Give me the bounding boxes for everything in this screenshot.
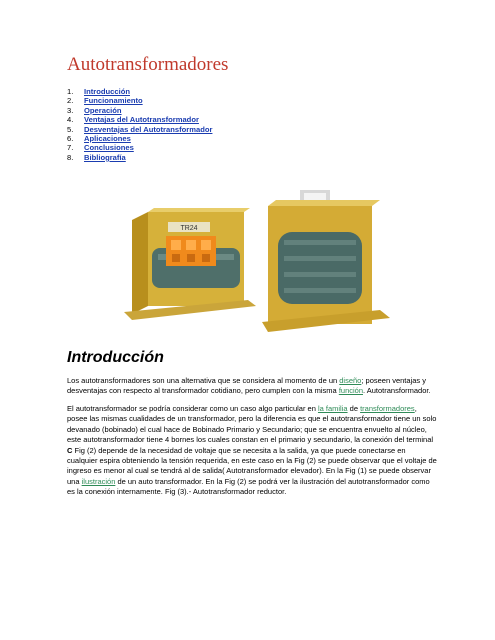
toc-link-desventajas[interactable]: Desventajas del Autotransformador — [84, 124, 213, 134]
toc-item: 5. Desventajas del Autotransformador — [67, 124, 213, 134]
toc-link-conclusiones[interactable]: Conclusiones — [84, 143, 134, 153]
toc-item: 7. Conclusiones — [67, 143, 134, 153]
link-la-familia[interactable]: la familia — [317, 404, 348, 413]
toc-link-funcionamiento[interactable]: Funcionamiento — [84, 96, 143, 106]
toc-link-introduccion[interactable]: Introducción — [84, 87, 130, 96]
toc-item: 1. Introducción — [67, 87, 130, 96]
transformer-label: TR24 — [180, 225, 198, 232]
toc-item: 4. Ventajas del Autotransformador — [67, 115, 199, 125]
section-heading-introduccion: Introducción — [67, 349, 164, 366]
intro-paragraph-1: Los autotransformadores son una alternativa que se considera al momento de un diseño; poseen ventajas y desventajas con respecto al transformador cotidiano, pero cumplen con la misma función. Autotransformador. — [67, 376, 431, 396]
toc-link-bibliografia[interactable]: Bibliografía — [84, 152, 126, 162]
intro-paragraph-2: El autotransformador se podría considerar como un caso algo particular en la familia de transformadores, posee las mismas cualidades de un transformador, pero la diferencia es que el autotransformador tiene un solo devanado (bobinado) el cual hace de Bobinado Primario y Secundario; que se encuentra envuelto al núcleo, este autotransformador tiene 4 bornes los cuales constan en el primario y secundario, la conexión del terminal C Fig (2) depende de la necesidad de voltaje que se necesita a la salida, ya que puede conectarse en cualquier espira obteniendo la tensión requerida, en este caso en la Fig (2) se puede observar que el voltaje de ingreso es menor al cual se tendrá al de salida( Autotransformador elevador). En la Fig (1) se puede observar una ilustración de un auto transformador. En la Fig (2) se podrá ver la ilustración del autotransformador como es la conexión internamente. Fig (3).- Autotransformador reductor. — [67, 404, 437, 497]
table-of-contents — [67, 87, 212, 162]
toc-link-ventajas[interactable]: Ventajas del Autotransformador — [84, 115, 199, 125]
link-funcion[interactable]: función — [338, 386, 363, 396]
large-transformer-image — [262, 190, 390, 332]
link-transformadores[interactable]: transformadores — [360, 404, 415, 413]
link-ilustracion[interactable]: ilustración — [81, 476, 116, 486]
toc-link-operacion[interactable]: Operación — [84, 105, 122, 115]
link-diseno[interactable]: diseño — [339, 376, 362, 385]
toc-item: 8. Bibliografía — [67, 152, 126, 162]
small-transformer-image — [124, 208, 256, 320]
toc-item: 6. Aplicaciones — [67, 134, 131, 144]
document-title: Autotransformadores — [67, 54, 229, 75]
toc-item: 2. Funcionamiento — [67, 96, 143, 106]
toc-link-aplicaciones[interactable]: Aplicaciones — [84, 134, 131, 144]
toc-item: 3. Operación — [67, 105, 122, 115]
transformers-photo — [118, 188, 400, 346]
